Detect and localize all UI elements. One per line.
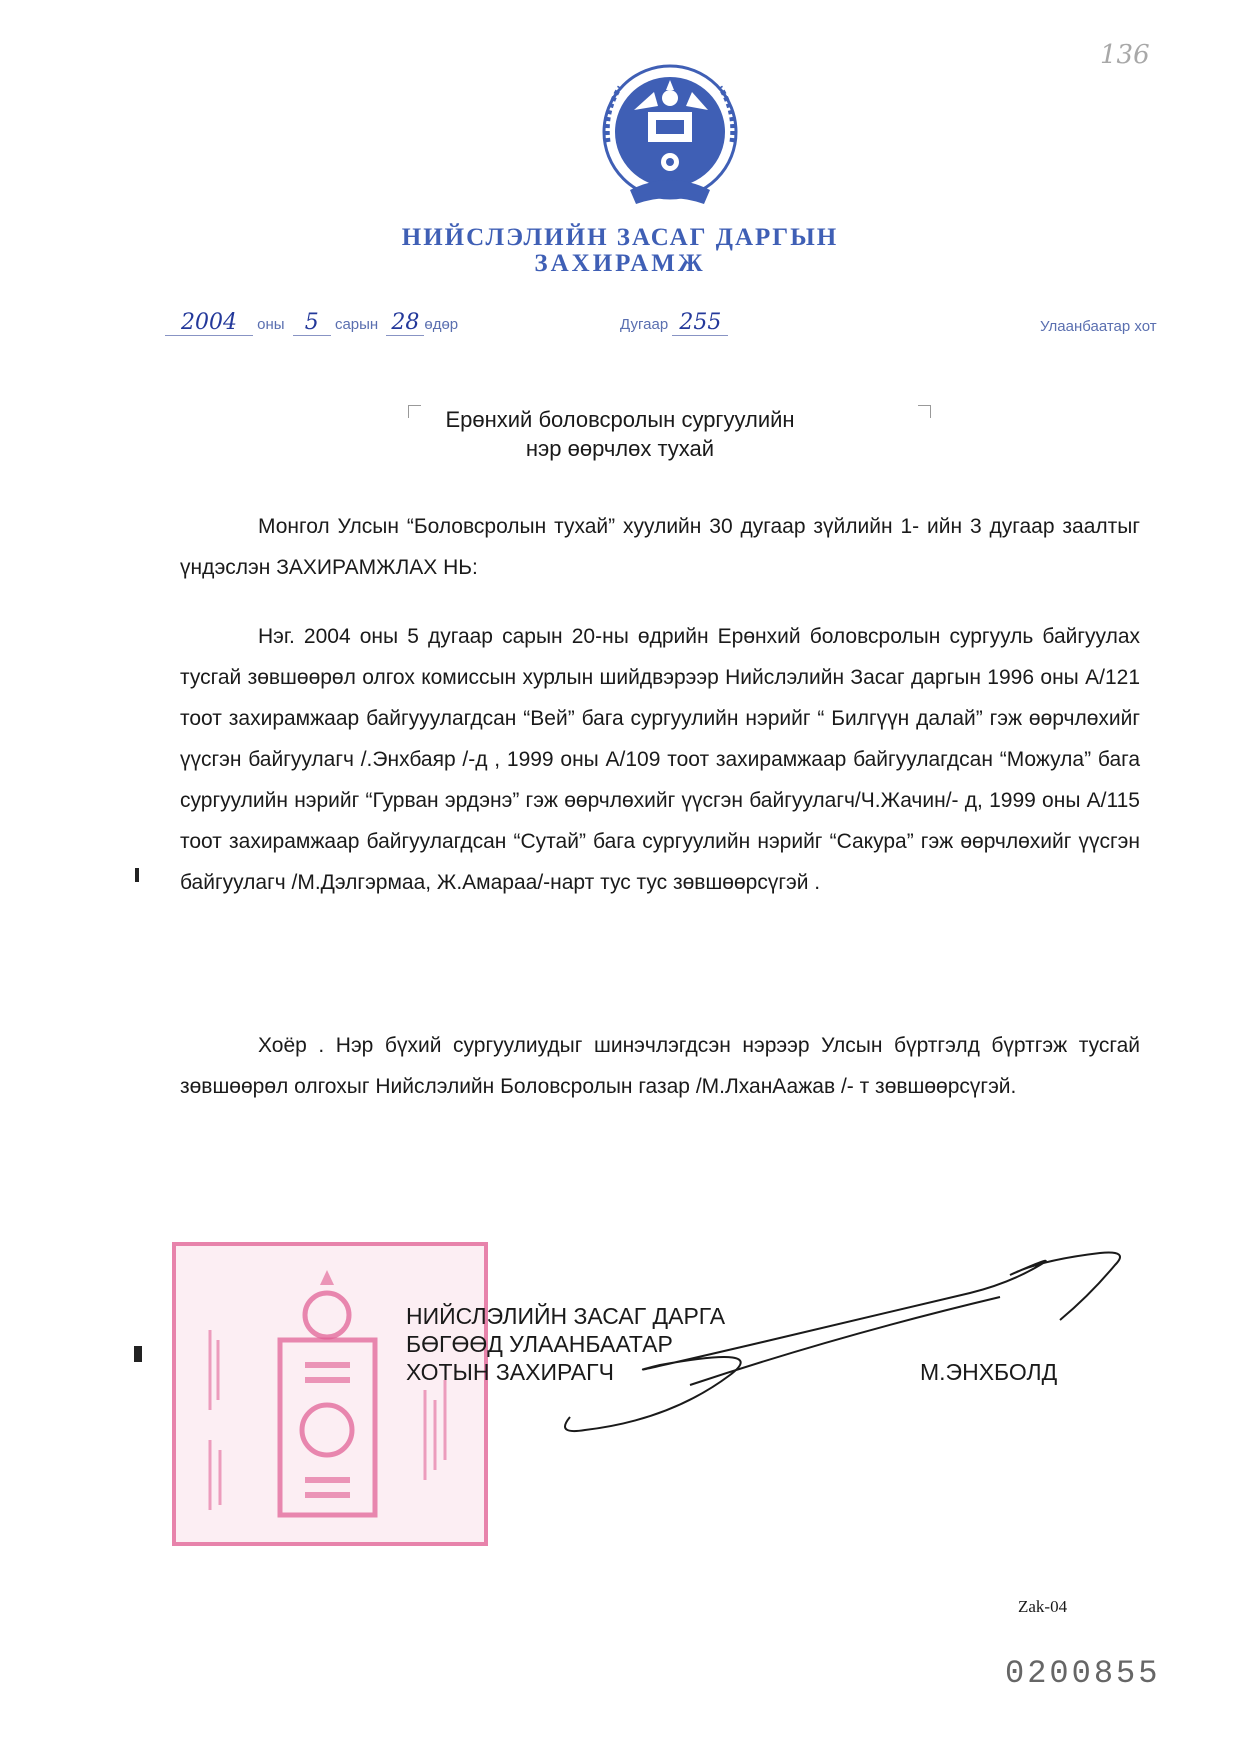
state-seal-stamp-icon [170,1240,490,1548]
signatory-title-line-2: БӨГӨӨД УЛААНБААТАР [406,1331,673,1357]
signatory-name: М.ЭНХБОЛД [920,1359,1058,1385]
document-number-line [620,310,728,336]
document-subject [0,405,1240,463]
mongolia-state-emblem-icon [600,62,740,212]
form-code: Zak-04 [1018,1597,1068,1616]
organization-name: НИЙСЛЭЛИЙН ЗАСАГ ДАРГЫН [401,224,839,251]
signature-scribble-icon [540,1225,1160,1445]
date-year-label: оны [257,316,285,333]
margin-mark [134,1346,142,1362]
date-line [165,310,458,336]
official-stamp [170,1240,490,1548]
state-emblem [600,62,740,212]
subject-line-2: нэр өөрчлөх тухай [525,436,715,461]
preamble-paragraph [180,506,1140,588]
item-1-paragraph [180,616,1140,903]
city: Улаанбаатар хот [1040,318,1157,335]
item-1-text: Нэг. 2004 оны 5 дугаар сарын 20-ны өдрийн Ерөнхий боловсролын сургууль байгуулах тусгай зөвшөөрөл олгох комиссын хурлын шийдвэрээр Нийслэлийн Засаг даргын 1996 оны А/121 тоот захирамжаар байгууулагдсан “Вей” бага сургуулийн нэрийг “ Билгүүн далай” гэж өөрчлөхийг үүсгэн байгуулагч /.Энхбаяр /-д , 1999 оны А/109 тоот захирамжаар байгуулагдсан “Можула” бага сургуулийн нэрийг “Гурван эрдэнэ” гэж өөрчлөхийг үүсгэн байгуулагч/Ч.Жачин/- д, 1999 оны А/115 тоот захирамжаар байгуулагдсан “Сутай” бага сургуулийн нэрийг “Сакура” гэж өөрчлөхийг үүсгэн байгуулагч /М.Дэлгэрмаа, Ж.Амараа/-нарт тус тус зөвшөөрсүгэй . [180,625,1140,894]
item-2-text: Хоёр . Нэр бүхий сургуулиудыг шинэчлэгдсэн нэрээр Улсын бүртгэлд бүртгэж тусгай зөвшөөрөл олгохыг Нийслэлийн Боловсролын газар /М.ЛханАажав /- т зөвшөөрсүгэй. [180,1034,1140,1098]
date-month: 5 [293,310,331,336]
document-type: ЗАХИРАМЖ [534,250,706,277]
number-label: Дугаар [620,316,669,333]
date-day: 28 [386,310,424,336]
date-day-label: өдөр [424,316,459,333]
serial-number: 0200855 [1005,1655,1161,1692]
page-number: 136 [1100,40,1150,70]
subject-line-1: Ерөнхий боловсролын сургуулийн [445,407,795,432]
date-year: 2004 [165,310,253,336]
handwritten-signature [540,1225,1160,1445]
document-number: 255 [672,310,728,336]
signatory-title-line-3: ХОТЫН ЗАХИРАГЧ [406,1359,614,1385]
date-month-label: сарын [334,316,379,333]
preamble-text: Монгол Улсын “Боловсролын тухай” хуулийн 30 дугаар зүйлийн 1- ийн 3 дугаар заалтыг үндэслэн ЗАХИРАМЖЛАХ НЬ: [180,515,1140,579]
item-2-paragraph [180,1025,1140,1107]
margin-mark [135,868,139,882]
signatory-title-line-1: НИЙСЛЭЛИЙН ЗАСАГ ДАРГА [406,1303,726,1329]
